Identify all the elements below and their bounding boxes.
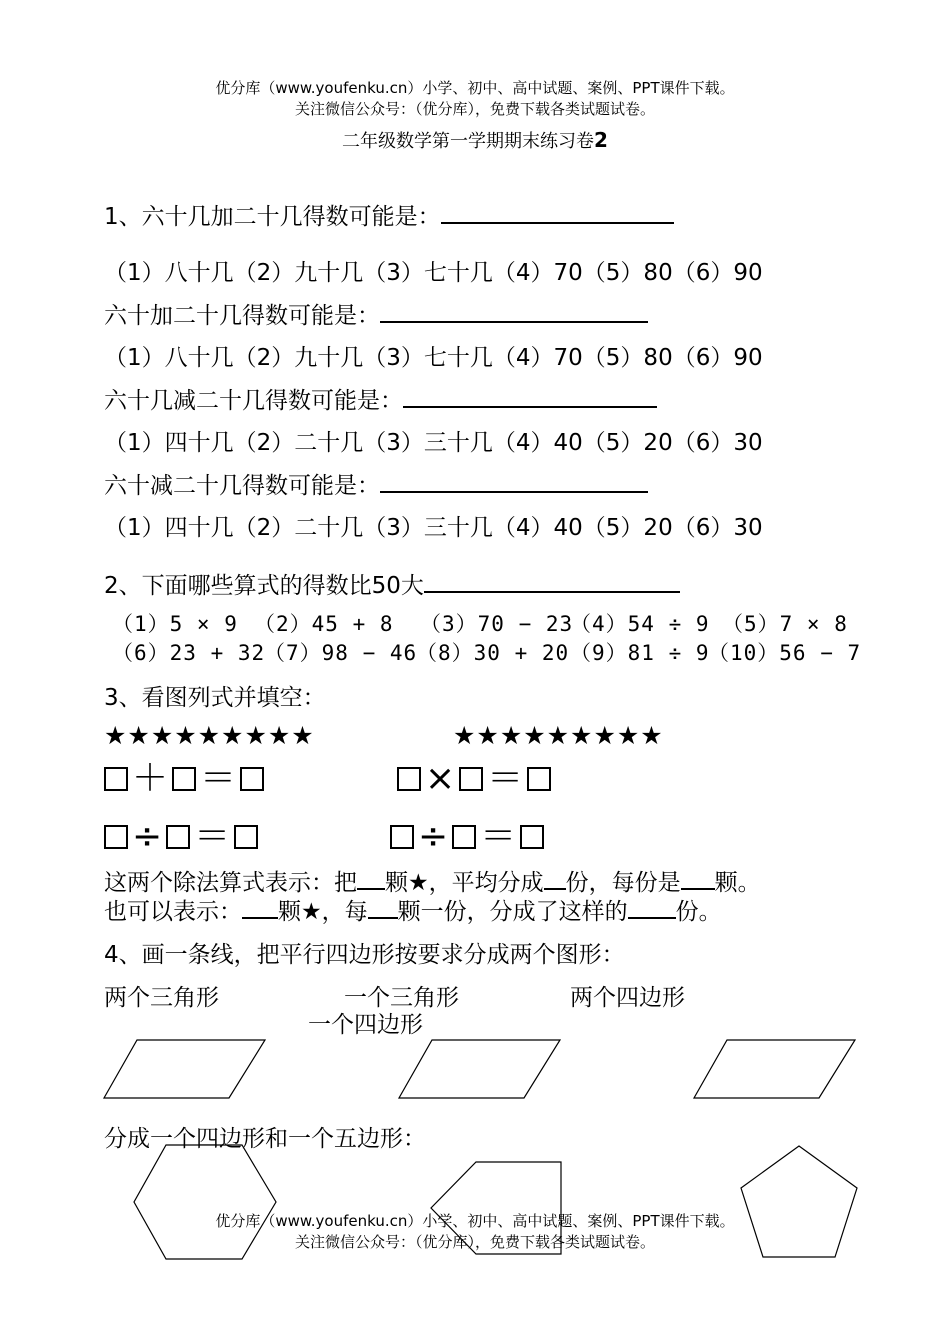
q3-s2-blank-1[interactable] [242, 897, 278, 919]
q3-box-mul-2[interactable] [459, 767, 483, 791]
q2-prompt [104, 567, 680, 600]
q3-box-add-1[interactable] [104, 767, 128, 791]
q2-expr-7: （7）98 − 46 [264, 641, 418, 665]
q2-expr-1: （1）5 × 9 [112, 612, 238, 636]
q1-options-c: （1）四十几（2）二十几（3）三十几（4）40（5）20（6）30 [104, 430, 763, 456]
q2-expr-5: （5）7 × 8 [722, 612, 848, 636]
q3-s1-part-2: 颗★，平均分成 [385, 870, 544, 896]
q3-box-div2-1[interactable] [390, 825, 414, 849]
equals-sign: ＝ [200, 758, 237, 799]
divide-sign: ÷ [132, 816, 163, 857]
page-title-text: 二年级数学第一学期期末练习卷 [342, 131, 595, 152]
q3-box-div1-1[interactable] [104, 825, 128, 849]
q1-prompt [104, 198, 674, 231]
divide-sign: ÷ [418, 816, 449, 857]
q3-s2-blank-3[interactable] [628, 897, 676, 919]
times-sign: × [425, 758, 456, 799]
q3-division-equation-2 [390, 816, 544, 857]
q3-stars-left: ★★★★★★★★★ [104, 721, 315, 750]
parallelogram-2[interactable] [395, 1036, 565, 1102]
q1-prompt-d [104, 467, 648, 500]
q3-s1-blank-1[interactable] [357, 868, 385, 890]
q3-multiplication-equation [397, 758, 551, 799]
parallelogram-1[interactable] [100, 1036, 270, 1102]
equals-sign: ＝ [487, 758, 524, 799]
q3-s2-part-3: 颗一份，分成了这样的 [397, 899, 628, 925]
q3-box-add-3[interactable] [240, 767, 264, 791]
q3-box-div1-2[interactable] [166, 825, 190, 849]
q3-box-add-2[interactable] [172, 767, 196, 791]
q3-box-div1-3[interactable] [234, 825, 258, 849]
q3-division-equation-1 [104, 816, 258, 857]
equals-sign: ＝ [480, 816, 517, 857]
q2-expr-10: （10）56 − 7 [708, 641, 862, 665]
q2-answer-line[interactable] [424, 569, 680, 593]
q4-label-one-quadrilateral: 一个四边形 [308, 1012, 423, 1038]
q3-sentence-2 [104, 893, 722, 926]
q3-s1-part-4: 颗。 [714, 870, 761, 896]
q1-prompt-d-text: 六十减二十几得数可能是： [104, 473, 380, 499]
plus-sign: ＋ [132, 758, 169, 799]
q3-prompt: 3、看图列式并填空： [104, 685, 326, 711]
q3-s1-blank-2[interactable] [544, 868, 566, 890]
q3-s1-part-3: 份，每份是 [565, 870, 681, 896]
q1-prompt-b-text: 六十加二十几得数可能是： [104, 303, 380, 329]
q1-options-d: （1）四十几（2）二十几（3）三十几（4）40（5）20（6）30 [104, 515, 763, 541]
q2-prompt-text: 2、下面哪些算式的得数比50大 [104, 573, 424, 599]
q1-answer-line-c[interactable] [403, 384, 657, 408]
q3-s2-part-4: 份。 [675, 899, 722, 925]
q4-label-one-triangle: 一个三角形 [344, 985, 459, 1011]
q3-s2-part-2: 颗★，每 [278, 899, 368, 925]
footer-line-1: 优分库（www.youfenku.cn）小学、初中、高中试题、案例、PPT课件下载。 [215, 1212, 735, 1230]
q1-answer-line[interactable] [441, 200, 674, 224]
footer-line-2: 关注微信公众号：（优分库），免费下载各类试题试卷。 [294, 1233, 655, 1251]
q2-expr-3: （3）70 − 23 [420, 612, 574, 636]
q1-options-a: （1）八十几（2）九十几（3）七十几（4）70（5）80（6）90 [104, 260, 763, 286]
q3-box-mul-1[interactable] [397, 767, 421, 791]
q3-box-mul-3[interactable] [527, 767, 551, 791]
q1-prompt-text: 1、六十几加二十几得数可能是： [104, 204, 441, 230]
q3-addition-equation [104, 758, 264, 799]
q3-s2-part-1: 也可以表示： [104, 899, 242, 925]
q1-prompt-b [104, 297, 648, 330]
q3-box-div2-3[interactable] [520, 825, 544, 849]
q3-s1-blank-3[interactable] [681, 868, 715, 890]
q3-box-div2-2[interactable] [452, 825, 476, 849]
q2-expr-2: （2）45 + 8 [254, 612, 394, 636]
page-title [0, 127, 950, 153]
parallelogram-3[interactable] [690, 1036, 860, 1102]
q2-expr-4: （4）54 ÷ 9 [570, 612, 710, 636]
q3-s1-part-1: 这两个除法算式表示：把 [104, 870, 357, 896]
page-title-number: 2 [594, 128, 608, 152]
q3-stars-right: ★★★★★★★★★ [453, 721, 664, 750]
q1-answer-line-d[interactable] [380, 469, 648, 493]
q1-prompt-c [104, 382, 657, 415]
q3-s2-blank-2[interactable] [368, 897, 398, 919]
header-line-2: 关注微信公众号：（优分库），免费下载各类试题试卷。 [294, 100, 655, 118]
q1-answer-line-b[interactable] [380, 299, 648, 323]
q1-prompt-c-text: 六十几减二十几得数可能是： [104, 388, 403, 414]
q2-expr-8: （8）30 + 20 [416, 641, 570, 665]
q4-label-two-quadrilaterals: 两个四边形 [570, 985, 685, 1011]
header-line-1: 优分库（www.youfenku.cn）小学、初中、高中试题、案例、PPT课件下载。 [215, 79, 735, 97]
equals-sign: ＝ [194, 816, 231, 857]
q4-prompt-2: 分成一个四边形和一个五边形： [104, 1126, 426, 1152]
q2-expr-9: （9）81 ÷ 9 [570, 641, 710, 665]
q4-prompt: 4、画一条线，把平行四边形按要求分成两个图形： [104, 942, 625, 968]
q1-options-b: （1）八十几（2）九十几（3）七十几（4）70（5）80（6）90 [104, 345, 763, 371]
q2-expr-6: （6）23 + 32 [112, 641, 266, 665]
q4-label-two-triangles: 两个三角形 [104, 985, 219, 1011]
